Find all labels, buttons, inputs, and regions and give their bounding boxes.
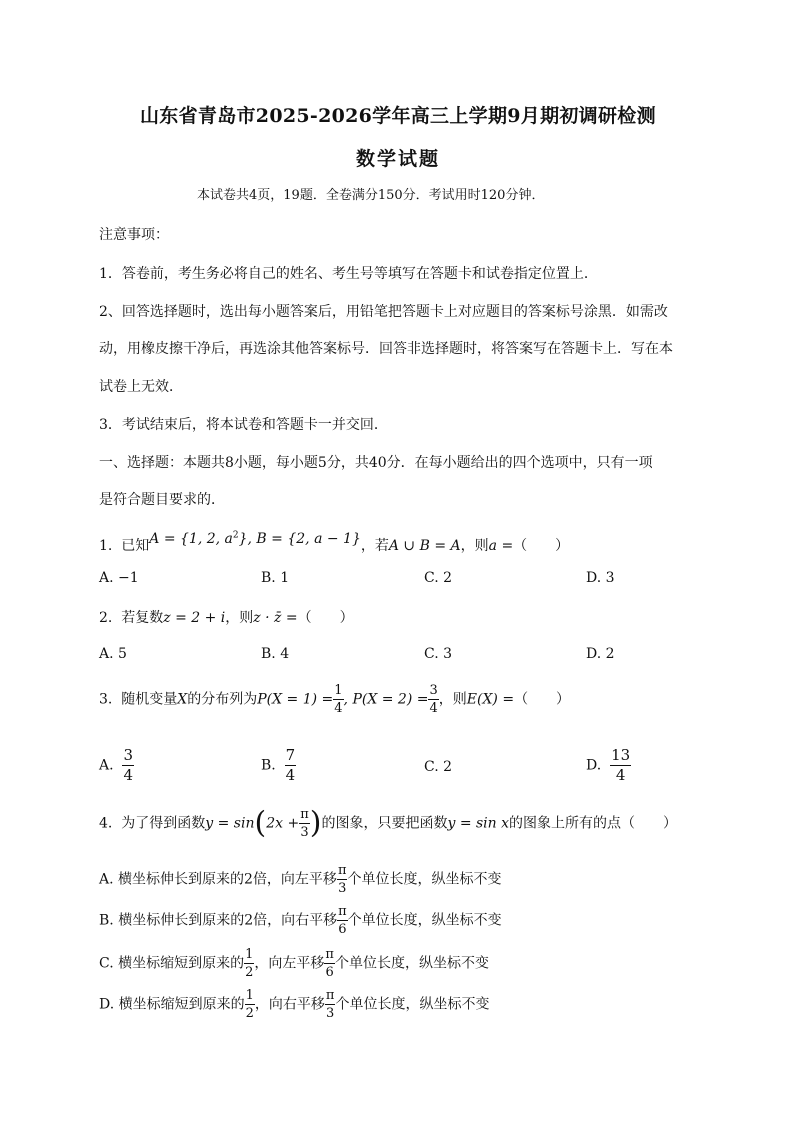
question-1: 1. 已知A = {1, 2, $a^2$}, B = {2, a − 1}，若A ∪ B = A，则a =（ ） [99, 530, 570, 554]
math-z: z = 2 + i [163, 610, 226, 626]
fraction: $\frac{7}{4}$ [285, 746, 296, 784]
q3-option-d: D. $\frac{13}{4}$ [586, 746, 631, 784]
notes-heading: 注意事项： [99, 227, 169, 243]
q3-option-b: B. $\frac{7}{4}$ [261, 746, 296, 784]
note-item-2-line2: 动，用橡皮擦干净后，再选涂其他答案标号．回答非选择题时，将答案写在答题卡上．写在本 [99, 341, 673, 357]
section-1-line2: 是符合题目要求的． [99, 492, 225, 508]
question-3: 3. 随机变量X的分布列为P(X = 1) = $\frac{1}{4}$ , P(X = 2) = $\frac{3}{4}$ ，则E(X) =（ ） [99, 683, 571, 716]
exam-subtitle: 数学试题 [356, 148, 441, 170]
question-number: 2. [99, 610, 113, 626]
q4-option-b: B. 横坐标伸长到原来的2倍，向右平移 $\frac{\pi}{6}$ 个单位长度，纵坐标不变 [99, 904, 502, 937]
question-number: 1. [99, 538, 113, 554]
fraction: $\frac{3}{4}$ [123, 746, 134, 784]
note-item-2-line3: 试卷上无效． [99, 379, 183, 395]
note-item-3: 3．考试结束后，将本试卷和答题卡一并交回． [99, 417, 388, 433]
section-1-line1: 一、选择题：本题共8小题，每小题5分，共40分．在每小题给出的四个选项中，只有一项 [99, 455, 653, 471]
fraction: $\frac{3}{4}$ [429, 683, 438, 716]
question-2: 2. 若复数z = 2 + i，则z · z̄ =（ ） [99, 610, 354, 626]
q2-option-a: A. 5 [99, 646, 127, 662]
note-item-1: 1．答卷前，考生务必将自己的姓名、考生号等填写在答题卡和试卷指定位置上． [99, 266, 598, 282]
math-set-a: A = {1, 2, $a^2$}, B = {2, a − 1} [149, 530, 361, 547]
q2-option-d: D. 2 [586, 646, 615, 662]
fraction: $\frac{13}{4}$ [611, 746, 631, 784]
fraction: $\frac{1}{2}$ [245, 947, 254, 980]
q3-option-a: A. $\frac{3}{4}$ [99, 746, 134, 784]
question-4: 4. 为了得到函数y = sin(2x + $\frac{\pi}{3}$ )的图象，只要把函数y = sin x的图象上所有的点（ ） [99, 805, 678, 841]
note-item-2-line1: 2、回答选择题时，选出每小题答案后，用铅笔把答题卡上对应题目的答案标号涂黑．如需改 [99, 304, 668, 320]
fraction: $\frac{\pi}{3}$ [337, 863, 347, 896]
fraction: $\frac{1}{2}$ [245, 988, 254, 1021]
q1-option-a: A. −1 [99, 570, 139, 586]
question-number: 4. [99, 815, 113, 832]
fraction: $\frac{1}{4}$ [334, 683, 343, 716]
math-ask: a = [488, 538, 514, 554]
fraction: $\frac{\pi}{6}$ [338, 904, 347, 937]
fraction: $\frac{\pi}{6}$ [325, 947, 334, 980]
fraction: $\frac{\pi}{3}$ [300, 807, 309, 840]
q3-option-c: C. 2 [424, 759, 453, 775]
q1-option-d: D. 3 [586, 570, 615, 586]
math-condition: A ∪ B = A [388, 538, 461, 554]
exam-info: 本试卷共4页，19题．全卷满分150分．考试用时120分钟． [197, 188, 545, 203]
fraction: $\frac{\pi}{3}$ [325, 988, 335, 1021]
q4-option-c: C. 横坐标缩短到原来的 $\frac{1}{2}$ ，向左平移 $\frac{\pi}{6}$ 个单位长度，纵坐标不变 [99, 947, 489, 980]
q4-option-a: A. 横坐标伸长到原来的2倍，向左平移 $\frac{\pi}{3}$ 个单位长度，纵坐标不变 [99, 863, 502, 896]
q2-option-b: B. 4 [261, 646, 290, 662]
math-product: z · z̄ = [253, 610, 298, 626]
q1-option-c: C. 2 [424, 570, 453, 586]
exam-title: 山东省青岛市2025-2026学年高三上学期9月期初调研检测 [140, 105, 656, 127]
question-text: 已知 [121, 538, 150, 554]
q1-option-b: B. 1 [261, 570, 290, 586]
q2-option-c: C. 3 [424, 646, 453, 662]
q4-option-d: D. 横坐标缩短到原来的 $\frac{1}{2}$ ，向右平移 $\frac{\pi}{3}$ 个单位长度，纵坐标不变 [99, 988, 490, 1021]
question-number: 3. [99, 691, 113, 708]
